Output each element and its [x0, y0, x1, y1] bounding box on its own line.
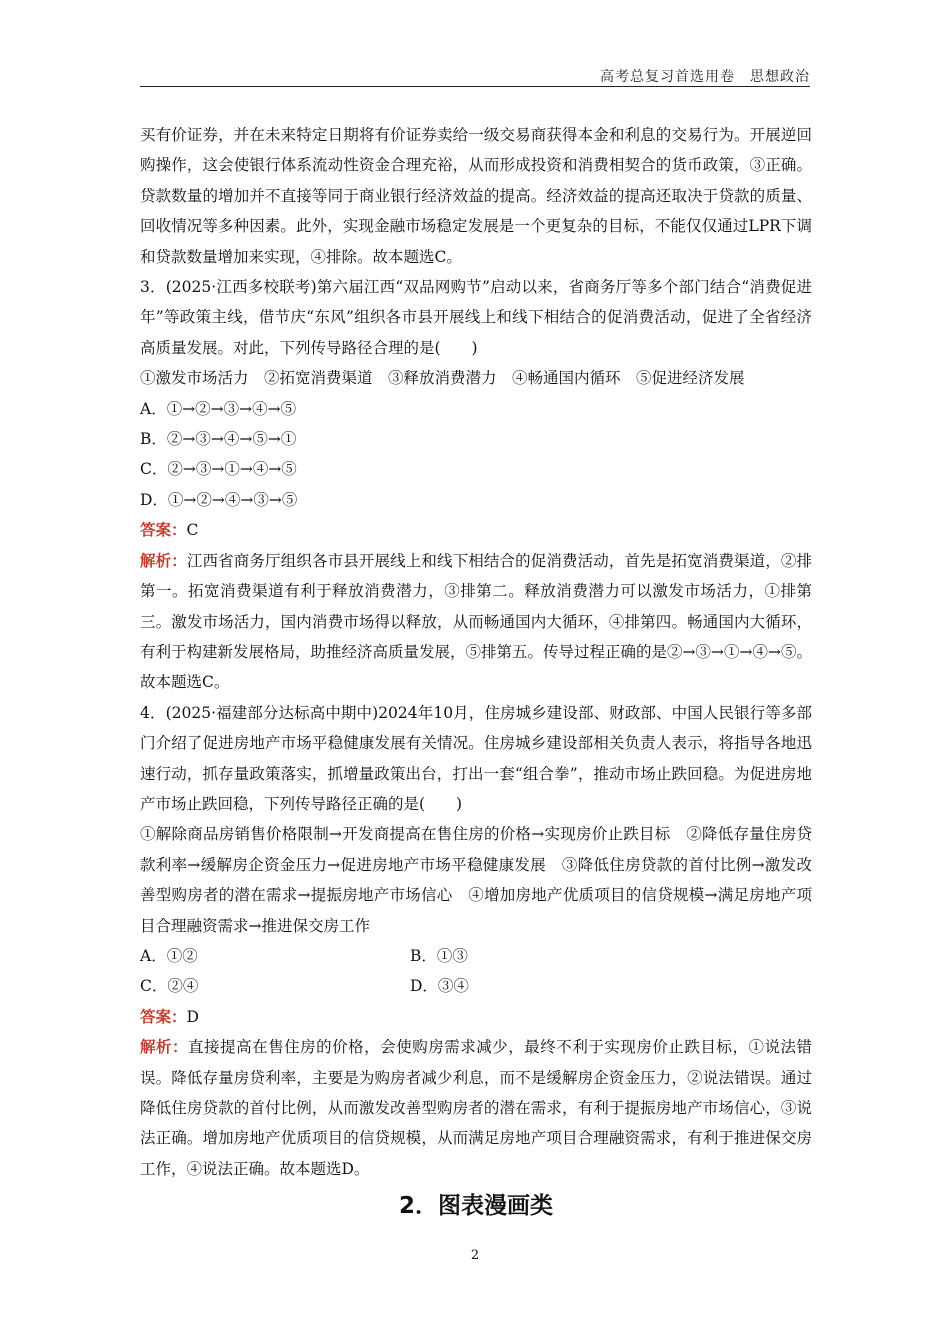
question-4-option-d: D．③④: [410, 977, 469, 996]
question-3: [140, 272, 812, 698]
intro-paragraph: 买有价证券，并在未来特定日期将有价证券卖给一级交易商获得本金和利息的交易行为。开展逆回购操作，这会使银行体系流动性资金合理充裕，从而形成投资和消费相契合的货币政策，③正确。贷款数量的增加并不直接等同于商业银行经济效益的提高。经济效益的提高还取决于贷款的质量、回收情况等多种因素。此外，实现金融市场稳定发展是一个更复杂的目标，不能仅仅通过LPR下调和贷款数量增加来实现，④排除。故本题选C。: [140, 126, 812, 266]
question-3-answer: [140, 515, 812, 545]
analysis-label: 解析：: [140, 550, 187, 570]
question-4-option-a: A．①②: [140, 946, 198, 965]
question-3-statements: ①激发市场活力 ②拓宽消费渠道 ③释放消费潜力 ④畅通国内循环 ⑤促进经济发展: [140, 369, 745, 388]
question-3-stem: 3．(2025·江西多校联考)第六届江西“双品网购节”启动以来，省商务厅等多个部门结合“消费促进年”等政策主线，借节庆“东风”组织各市县开展线上和线下相结合的促消费活动，促进了全省经济高质量发展。对此，下列传导路径合理的是( ): [140, 278, 812, 357]
page-content: [140, 120, 812, 1226]
question-3-option-b: B．②→③→④→⑤→①: [140, 430, 297, 449]
question-4-options-row-1: [140, 941, 812, 971]
header-rule: [140, 86, 810, 87]
answer-label: 答案：: [140, 520, 187, 540]
page-number: 2: [470, 1248, 480, 1263]
question-4-analysis: [140, 1032, 812, 1184]
answer-label: 答案：: [140, 1006, 187, 1026]
answer-value: D: [186, 1007, 199, 1026]
question-3-option-a: A．①→②→③→④→⑤: [140, 399, 297, 418]
question-4-stem: 4．(2025·福建部分达标高中期中)2024年10月，住房城乡建设部、财政部、中国人民银行等多部门介绍了促进房地产市场平稳健康发展有关情况。住房城乡建设部相关负责人表示，将指导各地迅速行动，抓存量政策落实，抓增量政策出台，打出一套“组合拳”，推动市场止跌回稳。为促进房地产市场止跌回稳，下列传导路径正确的是( ): [140, 703, 812, 813]
question-4-options-row-2: [140, 971, 812, 1001]
analysis-label: 解析：: [140, 1037, 189, 1057]
question-4: [140, 698, 812, 1185]
question-3-option-c: C．②→③→①→④→⑤: [140, 460, 297, 479]
question-4-option-c: C．②④: [140, 977, 199, 996]
question-4-option-b: B．①③: [410, 946, 468, 965]
question-3-option-d: D．①→②→④→③→⑤: [140, 490, 298, 509]
section-title: 2．图表漫画类: [398, 1193, 553, 1220]
answer-value: C: [186, 521, 199, 540]
analysis-text: 直接提高在售住房的价格，会使购房需求减少，最终不利于实现房价止跌目标，①说法错误。降低存量房贷利率，主要是为购房者减少利息，而不是缓解房企资金压力，②说法错误。通过降低住房贷款的首付比例，从而激发改善型购房者的潜在需求，有利于提振房地产市场信心，③说法正确。增加房地产优质项目的信贷规模，从而满足房地产项目合理融资需求，有利于推进保交房工作，④说法正确。故本题选D。: [140, 1038, 812, 1178]
question-4-statements: ①解除商品房销售价格限制→开发商提高在售住房的价格→实现房价止跌目标 ②降低存量住房贷款利率→缓解房企资金压力→促进房地产市场平稳健康发展 ③降低住房贷款的首付比例→激发改善型购房者的潜在需求→提振房地产市场信心 ④增加房地产优质项目的信贷规模→满足房地产项目合理融资需求→推进保交房工作: [140, 825, 812, 935]
running-header: 高考总复习首选用卷 思想政治: [600, 69, 810, 85]
question-4-answer: [140, 1002, 812, 1032]
analysis-text: 江西省商务厅组织各市县开展线上和线下相结合的促消费活动，首先是拓宽消费渠道，②排第一。拓宽消费渠道有利于释放消费潜力，③排第二。释放消费潜力可以激发市场活力，①排第三。激发市场活力，国内消费市场得以释放，从而畅通国内大循环，④排第四。畅通国内大循环，有利于构建新发展格局，助推经济高质量发展，⑤排第五。传导过程正确的是②→③→①→④→⑤。故本题选C。: [140, 551, 812, 692]
question-3-analysis: [140, 546, 812, 698]
